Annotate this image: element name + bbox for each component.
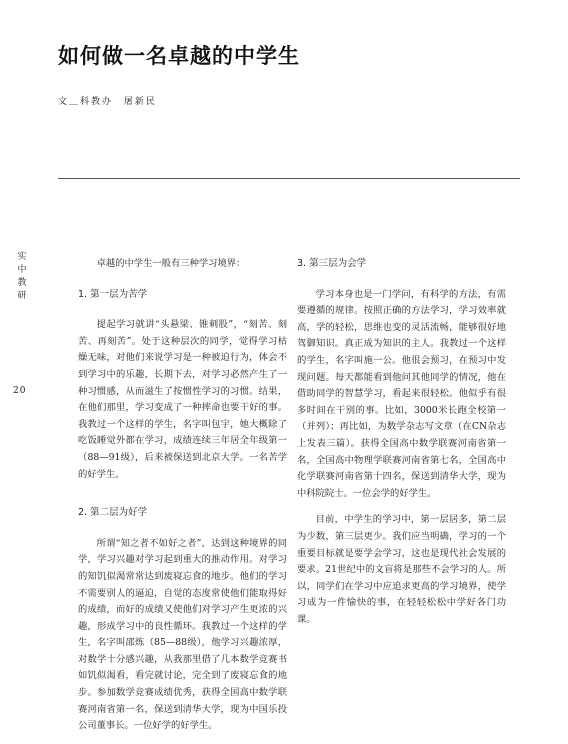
right-column: [297, 256, 506, 628]
section-label-char: 实: [17, 252, 27, 262]
page-number: 20: [13, 386, 27, 396]
article-byline: [58, 94, 163, 107]
section2-heading: 2. 第二层为好学: [78, 507, 148, 519]
section-label-char: 研: [17, 291, 27, 301]
byline-author: 屠新民: [123, 97, 157, 107]
left-column: [78, 256, 287, 735]
header-divider: [58, 178, 520, 179]
section3-heading: 3. 第三层为会学: [297, 258, 367, 269]
byline-prefix: 文＿科教办: [58, 97, 114, 107]
section1-paragraph: 提起学习就讲“头悬梁、锥刺股”，“刻苦、刻苦、再刻苦”。处于这种层次的同学，觉得学习枯燥无味，对他们来说学习是一种被迫行为，体会不到学习中的乐趣，长期下去，对学习必然产生了一种习惯感，从而滋生了按惯性学习的习惯。结果，在他们那里，学习变成了一种摔命也要干好的事。我教过一个这样的学生，名字叫包宇，她大概除了吃饭睡觉外都在学习，成绩连续三年居全年级第一（88—91级），后来被保送到北京大学。一名苦学的好学生。: [78, 319, 287, 480]
section1-heading: 1. 第一层为苦学: [78, 288, 148, 300]
section-label-char: 中: [17, 265, 27, 275]
article-title: 如何做一名卓越的中学生: [58, 44, 300, 68]
section3-paragraph: 学习本身也是一门学问，有科学的方法，有需要遵循的规律。按照正确的方法学习，学习效率就高，学的轻松，思维也变的灵活流畅，能够很好地驾御知识。真正成为知识的主人。我教过一个这样的学生，名字叫施一公。他很会预习，在预习中发现问题。每天都能看到他问其他同学的情况，他在借助同学的智慧学习，看起来很轻松。他似乎有很多时间在干别的事。比如，3000米长跑全校第一（并列）；再比如，为数学杂志写文章（在CN杂志上发表三篇）。获得全国高中数学联赛河南省第一名，全国高中物理学联赛河南省第七名，全国高中化学联赛河南省第十四名，保送到清华大学，现为中科院院士。一位会学的好学生。: [297, 288, 506, 499]
section-label-char: 教: [17, 278, 27, 288]
section-label: [16, 251, 28, 303]
conclusion-paragraph: 目前，中学生的学习中，第一层居多，第二层为少数，第三层更少。我们应当明确，学习的一个重要目标就是要学会学习，这也是现代社会发展的要求。21世纪中的文盲将是那些不会学习的人。所以，同学们在学习中应追求更高的学习境界，使学习成为一件愉快的事，在轻轻松松中学好各门功课。: [297, 514, 506, 625]
intro-paragraph: 卓越的中学生一般有三种学习境界：: [96, 258, 246, 269]
section2-paragraph: 所谓“知之者不如好之者”，达到这种境界的同学，学习兴趣对学习起到重大的推动作用。对学习的知饥似渴常常达到废寝忘食的地步。他们的学习不需要别人的逼迫，自觉的态度常使他们能取得好的成绩，而好的成绩又使他们对学习产生更浓的兴趣，形成学习中的良性循环。我教过一个这样的学生，名字叫邵炼（85—88级），他学习兴趣浓厚，对数学十分感兴趣，从我那里借了几本数学竞赛书如饥似渴看，看完就讨论，完全到了废寝忘食的地步。参加数学竞赛成绩优秀，获得全国高中数学联赛河南省第一名，保送到清华大学，现为中国乐投公司董事长。一位好学的好学生。: [78, 537, 287, 732]
